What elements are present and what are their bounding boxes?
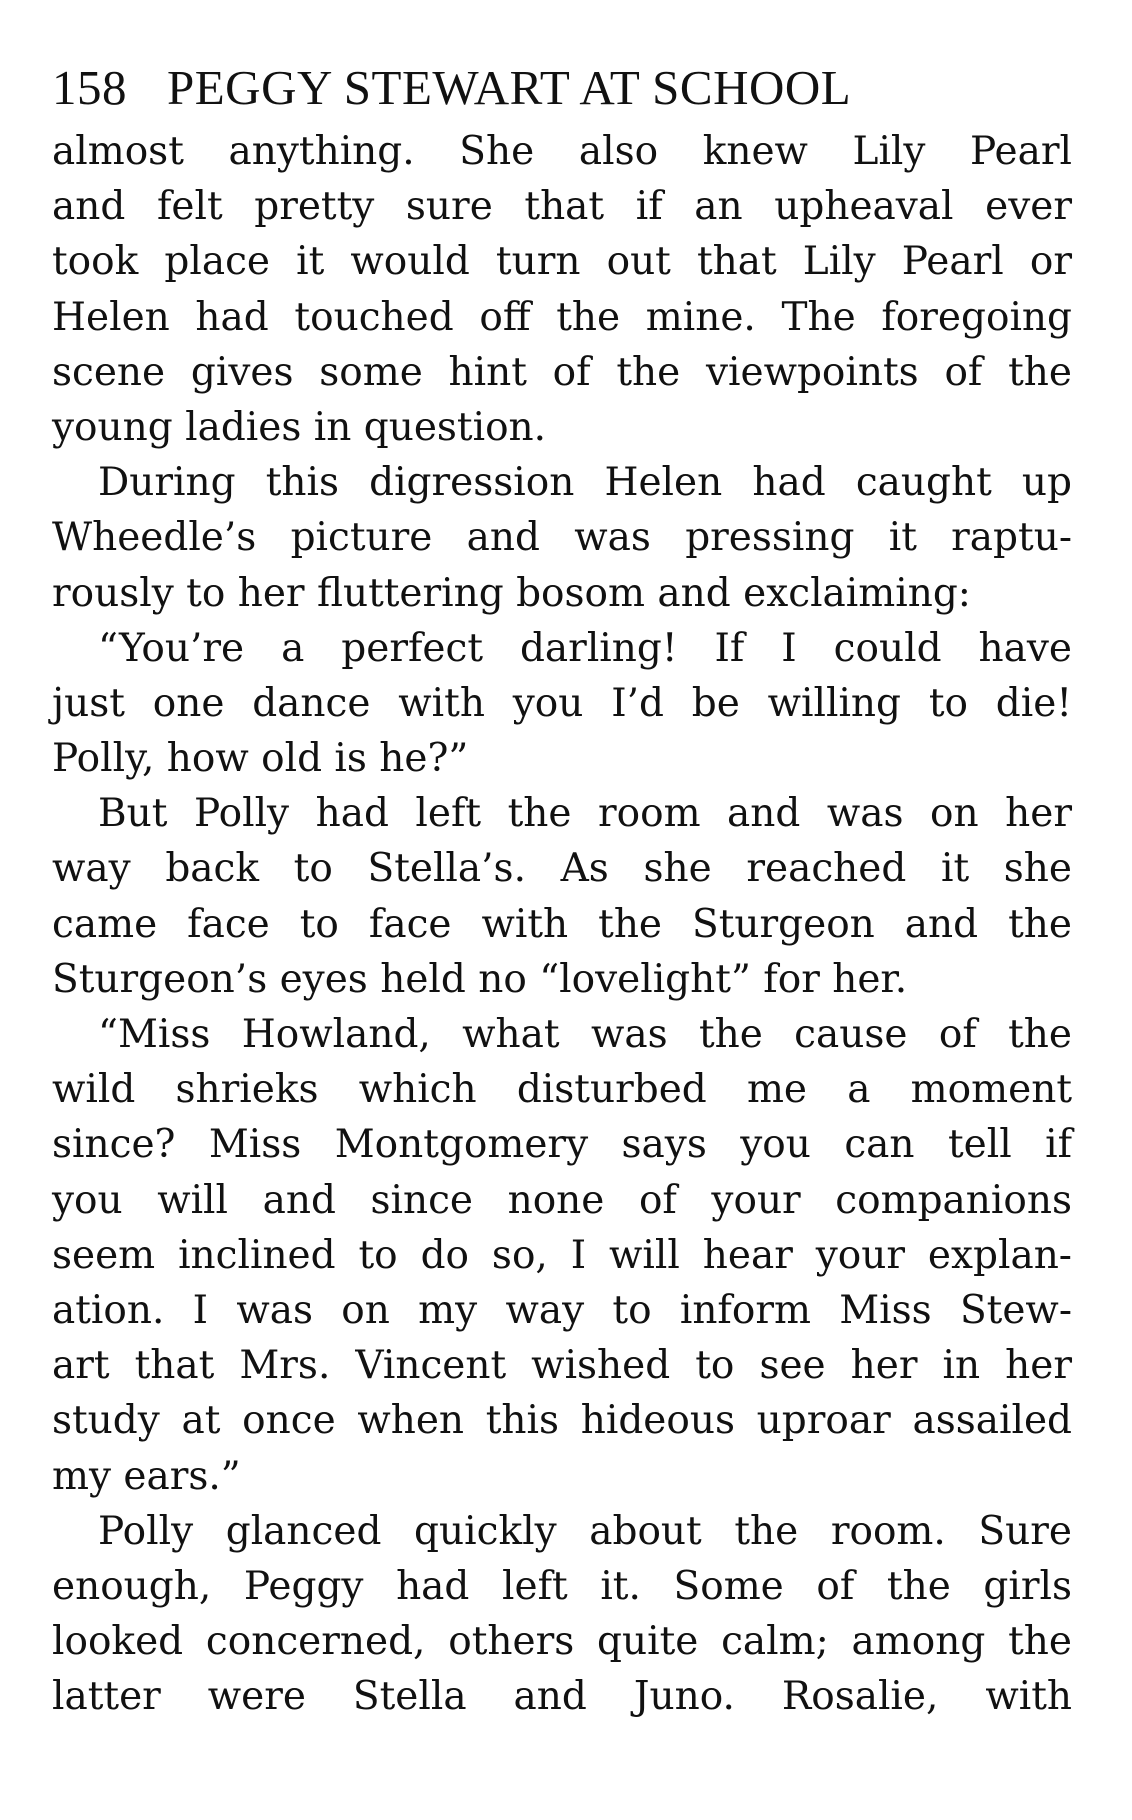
text-line: since? Miss Montgomery says you can tell if (52, 1122, 1072, 1168)
text-line: looked concerned, others quite calm; among the (52, 1619, 1072, 1665)
page-number: 158 (52, 60, 127, 115)
text-line: Polly glanced quickly about the room. Sure (98, 1508, 1072, 1554)
running-header (52, 58, 1072, 124)
text-line: you will and since none of your companions (52, 1177, 1072, 1223)
text-line: art that Mrs. Vincent wished to see her in her (52, 1343, 1072, 1389)
text-line: Helen had touched off the mine. The foregoing (52, 294, 1072, 340)
text-line: almost anything. She also knew Lily Pearl (52, 129, 1072, 174)
text-line: ation. I was on my way to inform Miss Stew- (52, 1287, 1072, 1333)
text-line: latter were Stella and Juno. Rosalie, with (52, 1674, 1072, 1720)
text-line: Wheedle’s picture and was pressing it raptu- (52, 515, 1072, 561)
text-line: and felt pretty sure that if an upheaval ever (52, 184, 1072, 230)
text-line: way back to Stella’s. As she reached it she (52, 846, 1072, 892)
text-line: enough, Peggy had left it. Some of the girls (52, 1563, 1072, 1609)
text-line: But Polly had left the room and was on her (98, 791, 1072, 837)
text-line: came face to face with the Sturgeon and the (52, 901, 1072, 947)
running-title: PEGGY STEWART AT SCHOOL (167, 60, 852, 115)
text-line: wild shrieks which disturbed me a moment (52, 1067, 1072, 1113)
text-line: During this digression Helen had caught up (98, 460, 1072, 506)
text-line: seem inclined to do so, I will hear your explan- (52, 1232, 1072, 1278)
text-line: scene gives some hint of the viewpoints of the (52, 349, 1072, 395)
text-line: young ladies in question. (52, 404, 547, 450)
text-line: just one dance with you I’d be willing to die! (52, 680, 1072, 726)
text-line: my ears.” (52, 1453, 241, 1499)
text-line: “You’re a perfect darling! If I could have (98, 625, 1072, 671)
text-line: Sturgeon’s eyes held no “lovelight” for her. (52, 956, 908, 1002)
text-line: study at once when this hideous uproar assailed (52, 1398, 1072, 1444)
text-line: rously to her fluttering bosom and exclaiming: (52, 570, 971, 616)
text-line: “Miss Howland, what was the cause of the (98, 1012, 1072, 1057)
body-text (52, 124, 1072, 1724)
book-page (52, 58, 1072, 1724)
text-line: Polly, how old is he?” (52, 736, 469, 782)
text-line: took place it would turn out that Lily Pearl or (52, 239, 1072, 285)
